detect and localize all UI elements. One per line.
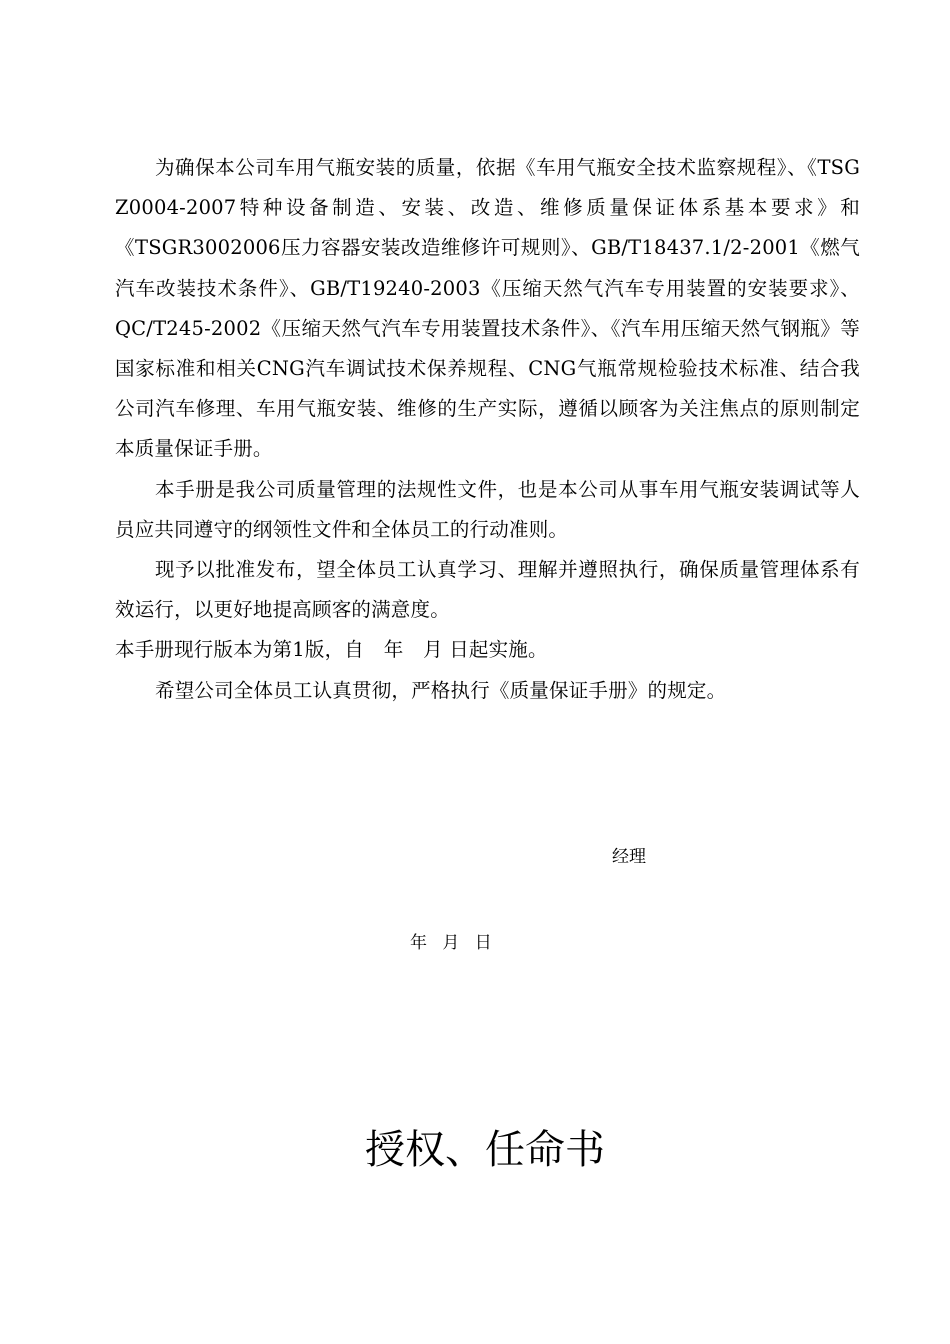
section-heading: 授权、任命书: [365, 1127, 605, 1173]
signature-date: 年 月 日: [410, 933, 492, 953]
preface-paragraph-3: 现予以批准发布，望全体员工认真学习、理解并遵照执行，确保质量管理体系有效运行，以更好地提高顾客的满意度。: [115, 558, 860, 622]
preface-body: [115, 148, 860, 711]
preface-paragraph-2: 本手册是我公司质量管理的法规性文件，也是本公司从事车用气瓶安装调试等人员应共同遵守的纲领性文件和全体员工的行动准则。: [115, 477, 860, 541]
signature-title: 经理: [612, 847, 646, 867]
preface-paragraph-1: 为确保本公司车用气瓶安装的质量，依据《车用气瓶安全技术监察规程》、《TSG Z0004-2007特种设备制造、安装、改造、维修质量保证体系基本要求》和《TSGR3002006压力容器安装改造维修许可规则》、GB/T18437.1/2-2001《燃气汽车改装技术条件》、GB/T19240-2003《压缩天然气汽车专用装置的安装要求》、QC/T245-2002《压缩天然气汽车专用装置技术条件》、《汽车用压缩天然气钢瓶》等国家标准和相关CNG汽车调试技术保养规程、CNG气瓶常规检验技术标准、结合我公司汽车修理、车用气瓶安装、维修的生产实际，遵循以顾客为关注焦点的原则制定本质量保证手册。: [115, 156, 860, 461]
effective-date-line: 本手册现行版本为第1版，自 年 月 日起实施。: [115, 638, 548, 662]
closing-paragraph: 希望公司全体员工认真贯彻，严格执行《质量保证手册》的规定。: [155, 678, 727, 702]
